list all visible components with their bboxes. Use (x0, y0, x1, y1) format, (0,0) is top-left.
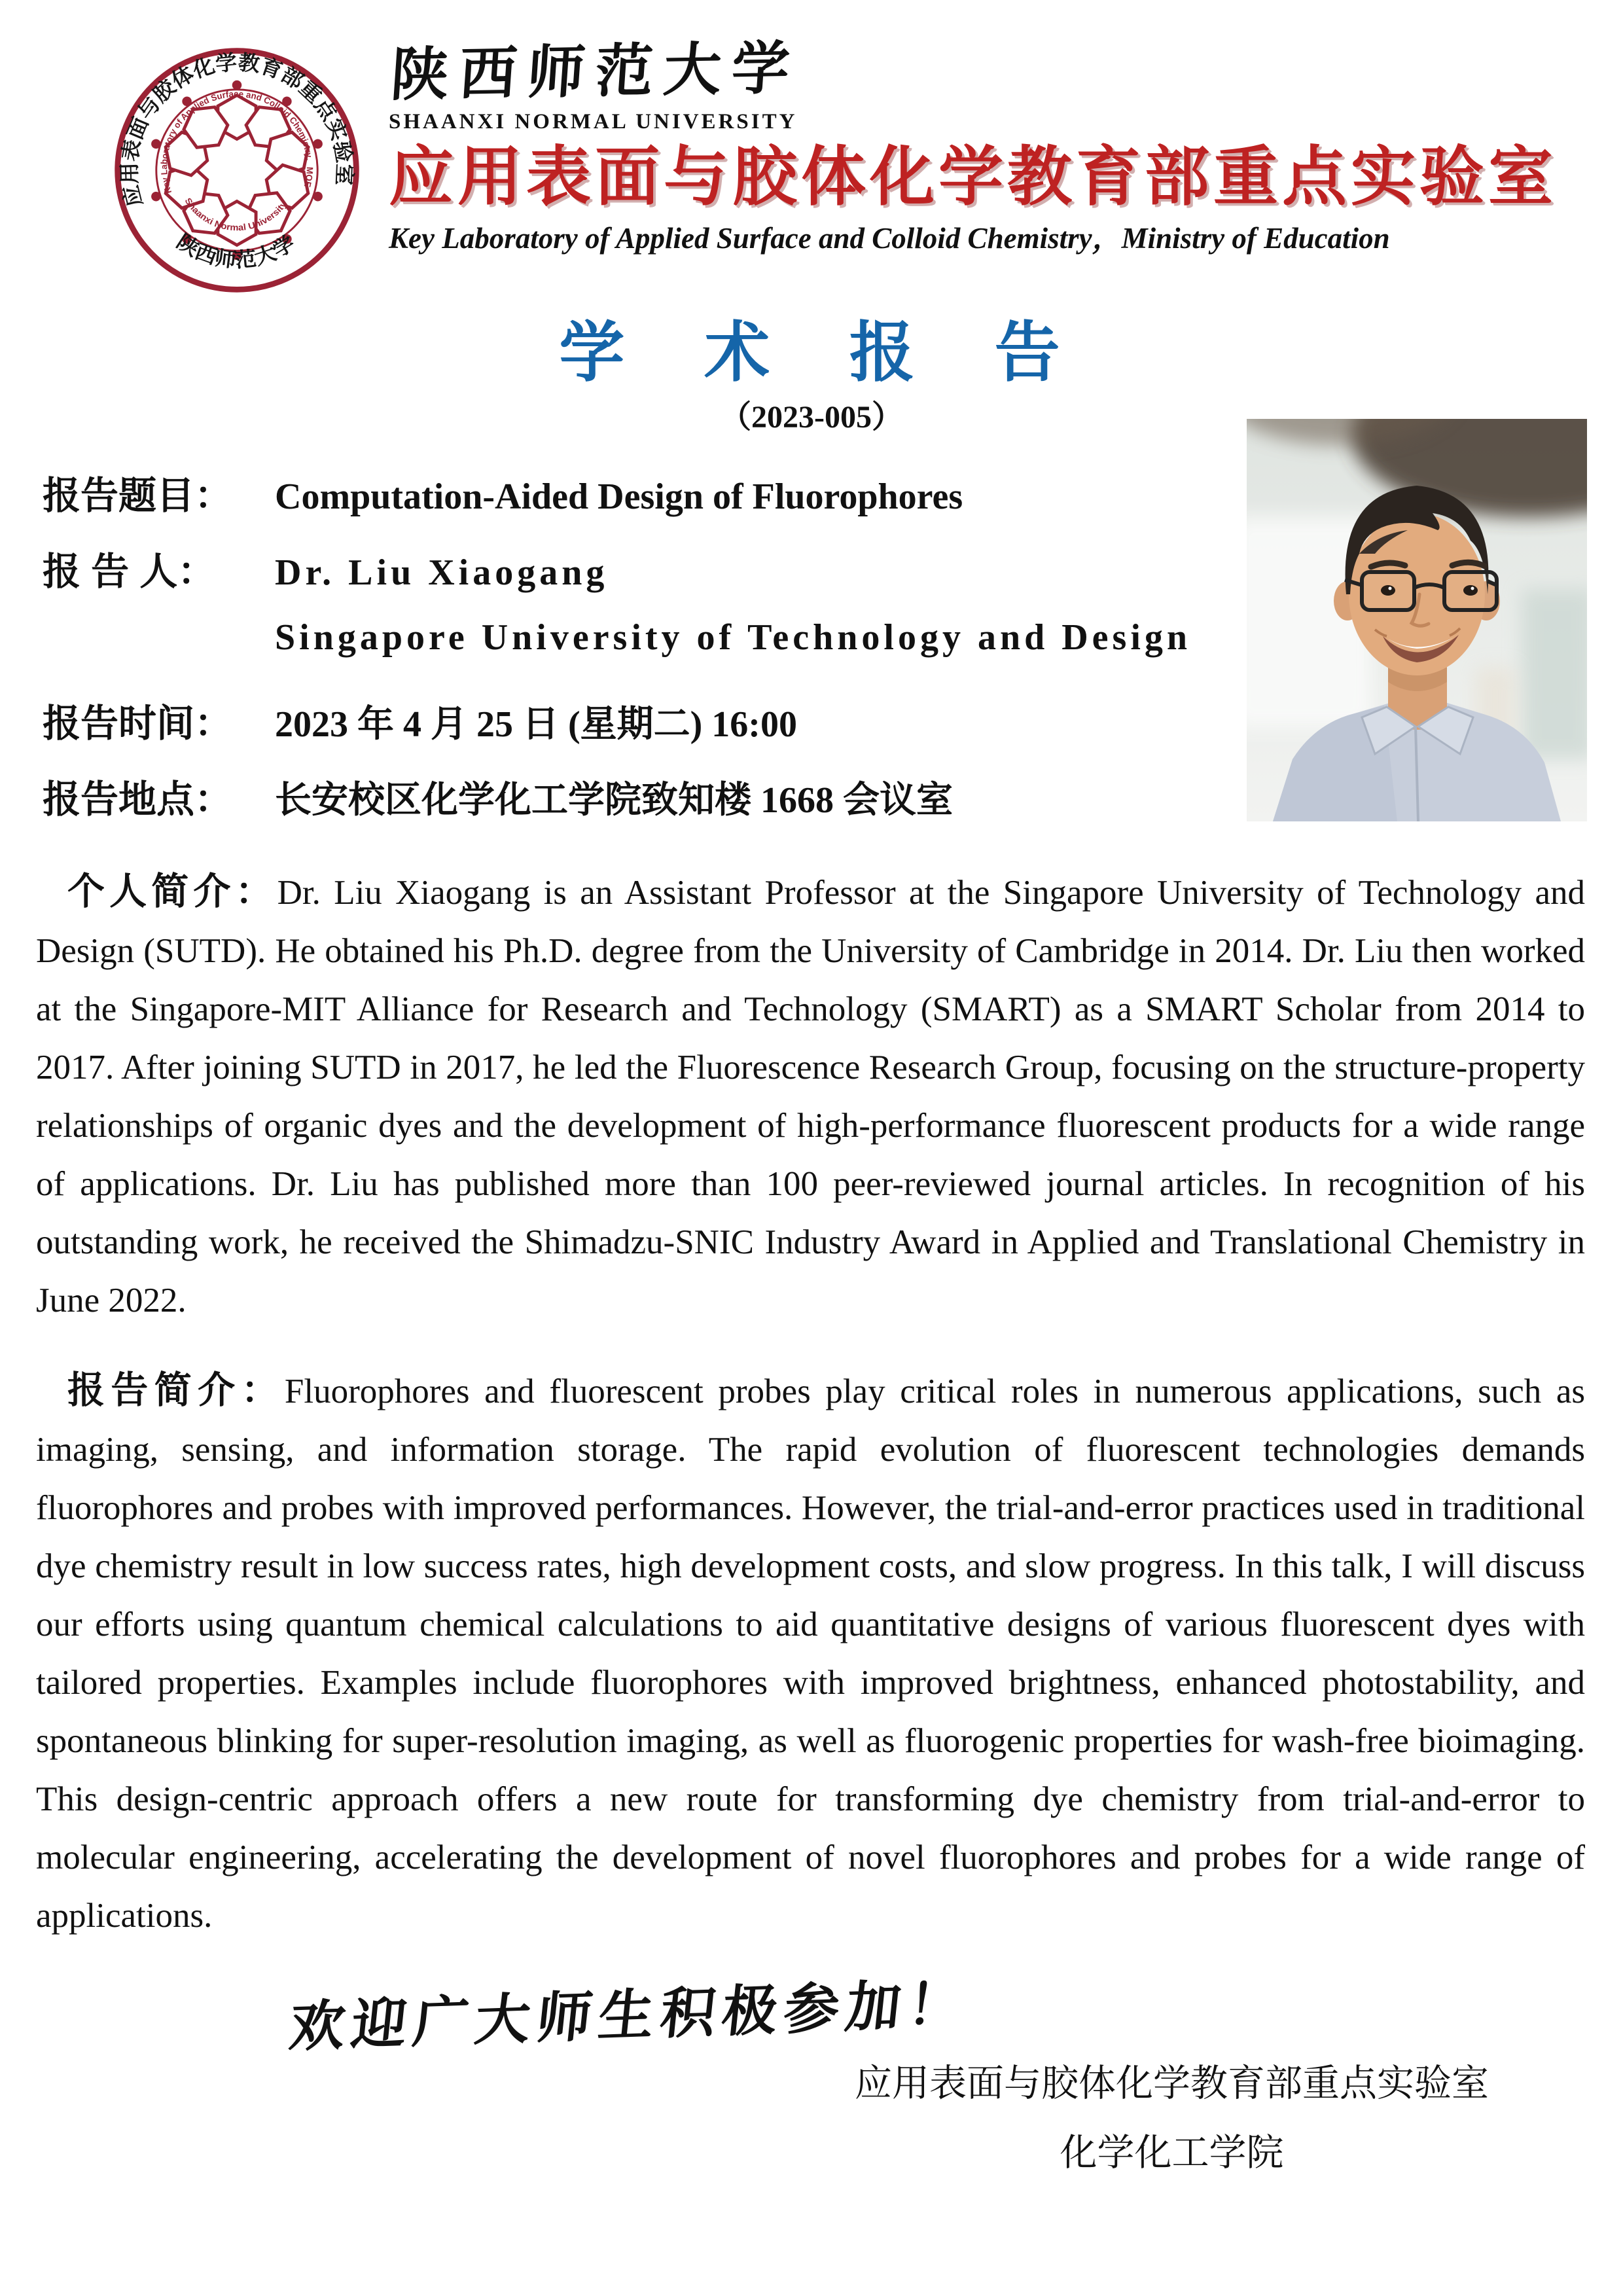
bio-section (36, 863, 1585, 1330)
info-value: Computation-Aided Design of Fluorophores (275, 476, 963, 517)
bio-text: Dr. Liu Xiaogang is an Assistant Professor at the Singapore University of Technology and Design (SUTD). He obtained his Ph.D. degree from the University of Cambridge in 2014. Dr. Liu then worked at the Singapore-MIT Alliance for Research and Technology (SMART) as a SMART Scholar from 2014 to 2017. After joining SUTD in 2017, he led the Fluorescence Research Group, focusing on the structure-property relationships of organic dyes and the development of high-performance fluorescent products for a wide range of applications. Dr. Liu has published more than 100 peer-reviewed journal articles. In recognition of his outstanding work, he received the Shimadzu-SNIC Industry Award in Applied and Translational Chemistry in June 2022. (36, 874, 1586, 1319)
seal-ring-text-cn: 应用表面与胶体化学教育部重点实验室 (117, 50, 357, 209)
info-label: 报 告 人： (43, 550, 216, 593)
abstract-section (36, 1361, 1585, 1945)
header (0, 0, 1623, 297)
info-label: 报告题目： (43, 475, 233, 517)
university-name-calligraphy: 陕西师范大学 (388, 33, 803, 109)
info-value: 长安校区化学化工学院致知楼 1668 会议室 (275, 780, 953, 821)
speaker-photo (1247, 419, 1587, 821)
abstract-label: 报告简介： (67, 1369, 285, 1411)
lab-name-chinese: 应用表面与胶体化学教育部重点实验室 (389, 140, 1557, 213)
lab-name-english: Key Laboratory of Applied Surface and Colloid Chemistry，Ministry of Education (389, 222, 1390, 255)
info-label: 报告时间： (43, 702, 233, 745)
info-label: 报告地点： (43, 778, 233, 821)
info-value: Dr. Liu Xiaogang (275, 552, 609, 593)
footer (0, 2063, 1489, 2174)
seal-bottom-text-cn: 陕西师范大学 (172, 230, 298, 272)
university-name-english: SHAANXI NORMAL UNIVERSITY (389, 110, 798, 134)
footer-lab-name: 应用表面与胶体化学教育部重点实验室 (855, 2063, 1489, 2104)
abstract-text: Fluorophores and fluorescent probes play critical roles in numerous applications, such as imaging, sensing, and information storage. The rapid evolution of fluorescent technologies demands fluorophores and probes with improved performances. However, the trial-and-error practices used in traditional dye chemistry result in low success rates, high development costs, and slow progress. In this talk, I will discuss our efforts using quantum chemical calculations to aid quantitative designs of various fluorescent dyes with tailored properties. Examples include fluorophores with improved brightness, enhanced photostability, and spontaneous blinking for super-resolution imaging, as well as fluorogenic properties for wash-free bioimaging. This design-centric approach offers a new route for transforming dye chemistry from trial-and-error to molecular engineering, accelerating the development of novel fluorophores and probes for a wide range of applications. (36, 1372, 1585, 1935)
bio-label: 个人简介： (67, 870, 277, 912)
page-title: 学 术 报 告 (559, 316, 1064, 389)
footer-school-name: 化学化工学院 (1060, 2132, 1284, 2174)
info-value: Singapore University of Technology and Design (275, 617, 1192, 658)
seal-inner-text-en: Shaanxi Normal University (183, 196, 289, 233)
university-seal-logo (110, 43, 364, 297)
seminar-number: （2023-005） (720, 400, 903, 435)
header-text (388, 33, 1557, 297)
seal-ring-text-en: Key Laboratory of Applied Surface and Colloid Chemistry，MOE (159, 88, 315, 195)
welcome-calligraphy: 欢迎广大师生积极参加！ (286, 1970, 973, 2060)
info-value: 2023 年 4 月 25 日 (星期二) 16:00 (275, 704, 797, 745)
